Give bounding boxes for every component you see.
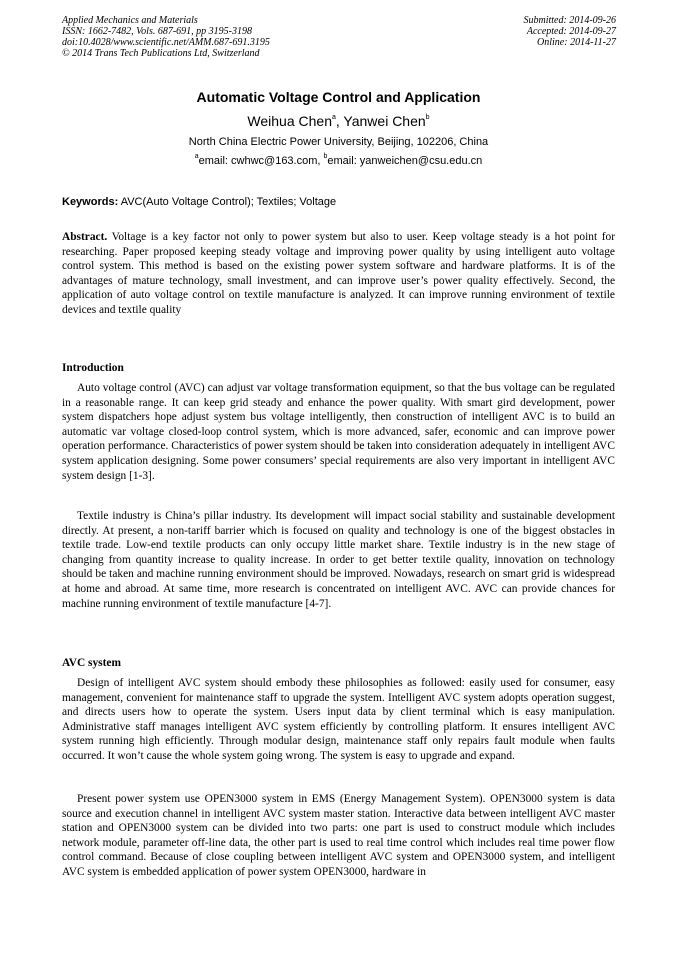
dates-info bbox=[524, 15, 617, 48]
avc-paragraph-2: Present power system use OPEN3000 system in EMS (Energy Management System). OPEN3000 system is data source and execution channel in intelligent AVC system master station. Interactive data between intelligent AVC master station and OPEN3000 system can be divided into two parts: one part is used to construct module which includes network module, parameter off-line data, the other part is used to real time control which includes real time power flow control command. Because of close coupling between intelligent AVC system and OPEN3000 system, and intelligent AVC system is embedded application of power system OPEN3000, hardware in bbox=[62, 793, 615, 878]
journal-name: Applied Mechanics and Materials bbox=[62, 15, 198, 26]
author-1-superscript: a bbox=[331, 114, 336, 122]
author-1: Weihua Chen bbox=[247, 113, 332, 129]
online-date: Online: 2014-11-27 bbox=[537, 37, 616, 48]
issn-line: ISSN: 1662-7482, Vols. 687-691, pp 3195-3198 bbox=[62, 26, 252, 37]
author-2-superscript: b bbox=[425, 114, 430, 122]
abstract-label: Abstract. bbox=[62, 231, 108, 243]
keywords-text: AVC(Auto Voltage Control); Textiles; Voltage bbox=[118, 196, 337, 208]
paper-title: Automatic Voltage Control and Application bbox=[196, 89, 481, 105]
section-heading-introduction: Introduction bbox=[62, 362, 124, 374]
avc-paragraph-1: Design of intelligent AVC system should embody these philosophies as followed: easily used for consumer, easy management, convenient for maintenance staff to upgrade the system. Intelligent AVC system adopts operation suggest, and directs users how to operate the system. Users input data by client terminal which is easy manipulation. Administrative staff manages intelligent AVC system efficiently by controlling platform. It ensures intelligent AVC system running high efficiently. Through modular design, maintenance staff only repairs fault module when faults occurred. It won’t cause the whole system going wrong. The system is easy to upgrade and expand. bbox=[62, 677, 615, 762]
section-heading-avc-system: AVC system bbox=[62, 657, 121, 669]
doi-line: doi:10.4028/www.scientific.net/AMM.687-691.3195 bbox=[62, 37, 270, 48]
email-b: email: yanweichen@csu.edu.cn bbox=[327, 155, 483, 167]
intro-paragraph-2: Textile industry is China’s pillar industry. Its development will impact social stability and sustainable development directly. At present, a non-tariff barrier which is focused on quality and technology is one of the biggest obstacles in textile trade. Low-end textile products can only occupy little market share. Textile industry is in the new stage of changing from quantity increase to quality increase. In order to get better textile quality, innovation on technology should be taken and machine running environment should be improved. Nowadays, research on smart grid is widespread at home and abroad. At same time, more research is concentrated on intelligent AVC. AVC can provide chances for machine running environment of textile manufacture [4-7]. bbox=[62, 510, 615, 610]
intro-paragraph-1: Auto voltage control (AVC) can adjust var voltage transformation equipment, so that the bus voltage can be regulated in a reasonable range. It can keep grid steady and enhance the power quality. With smart gird development, power system dispatchers hope adjust system bus voltage intelligently, then construction of intelligent AVC is to build an automatic var voltage closed-loop control system, which is more advanced, safer, economic and can improve power operation performance. Characteristics of power system should be taken into consideration adequately in intelligent AVC system application designing. Some power consumers’ special requirements are also very important in intelligent AVC system design [1-3]. bbox=[62, 382, 615, 482]
email-line bbox=[62, 154, 615, 168]
keywords-label: Keywords: bbox=[62, 196, 119, 208]
affiliation: North China Electric Power University, Beijing, 102206, China bbox=[188, 136, 489, 148]
email-a: email: cwhwc@163.com, bbox=[198, 155, 324, 167]
abstract-text: Voltage is a key factor not only to power system but also to user. Keep voltage steady is a hot point for researching. Paper proposed keeping steady voltage and improving power quality by using intelligent auto voltage control system. This method is based on the existing power system software and hardware platforms. It is of the advantages of mature technology, small investment, and can improve user’s power quality effectively. Second, the application of auto voltage control on textile manufacture is analyzed. It can improve running environment of textile devices and textile quality bbox=[62, 231, 615, 316]
author-separator: , bbox=[335, 113, 344, 129]
email-b-superscript: b bbox=[323, 153, 328, 161]
copyright-line: © 2014 Trans Tech Publications Ltd, Switzerland bbox=[62, 48, 260, 59]
title-block bbox=[62, 88, 615, 168]
keywords bbox=[62, 195, 615, 209]
abstract bbox=[62, 230, 615, 318]
submitted-date: Submitted: 2014-09-26 bbox=[523, 15, 616, 26]
author-line bbox=[62, 111, 615, 131]
journal-info bbox=[62, 15, 270, 59]
accepted-date: Accepted: 2014-09-27 bbox=[526, 26, 616, 37]
author-2: Yanwei Chen bbox=[343, 113, 426, 129]
email-a-superscript: a bbox=[194, 153, 199, 161]
